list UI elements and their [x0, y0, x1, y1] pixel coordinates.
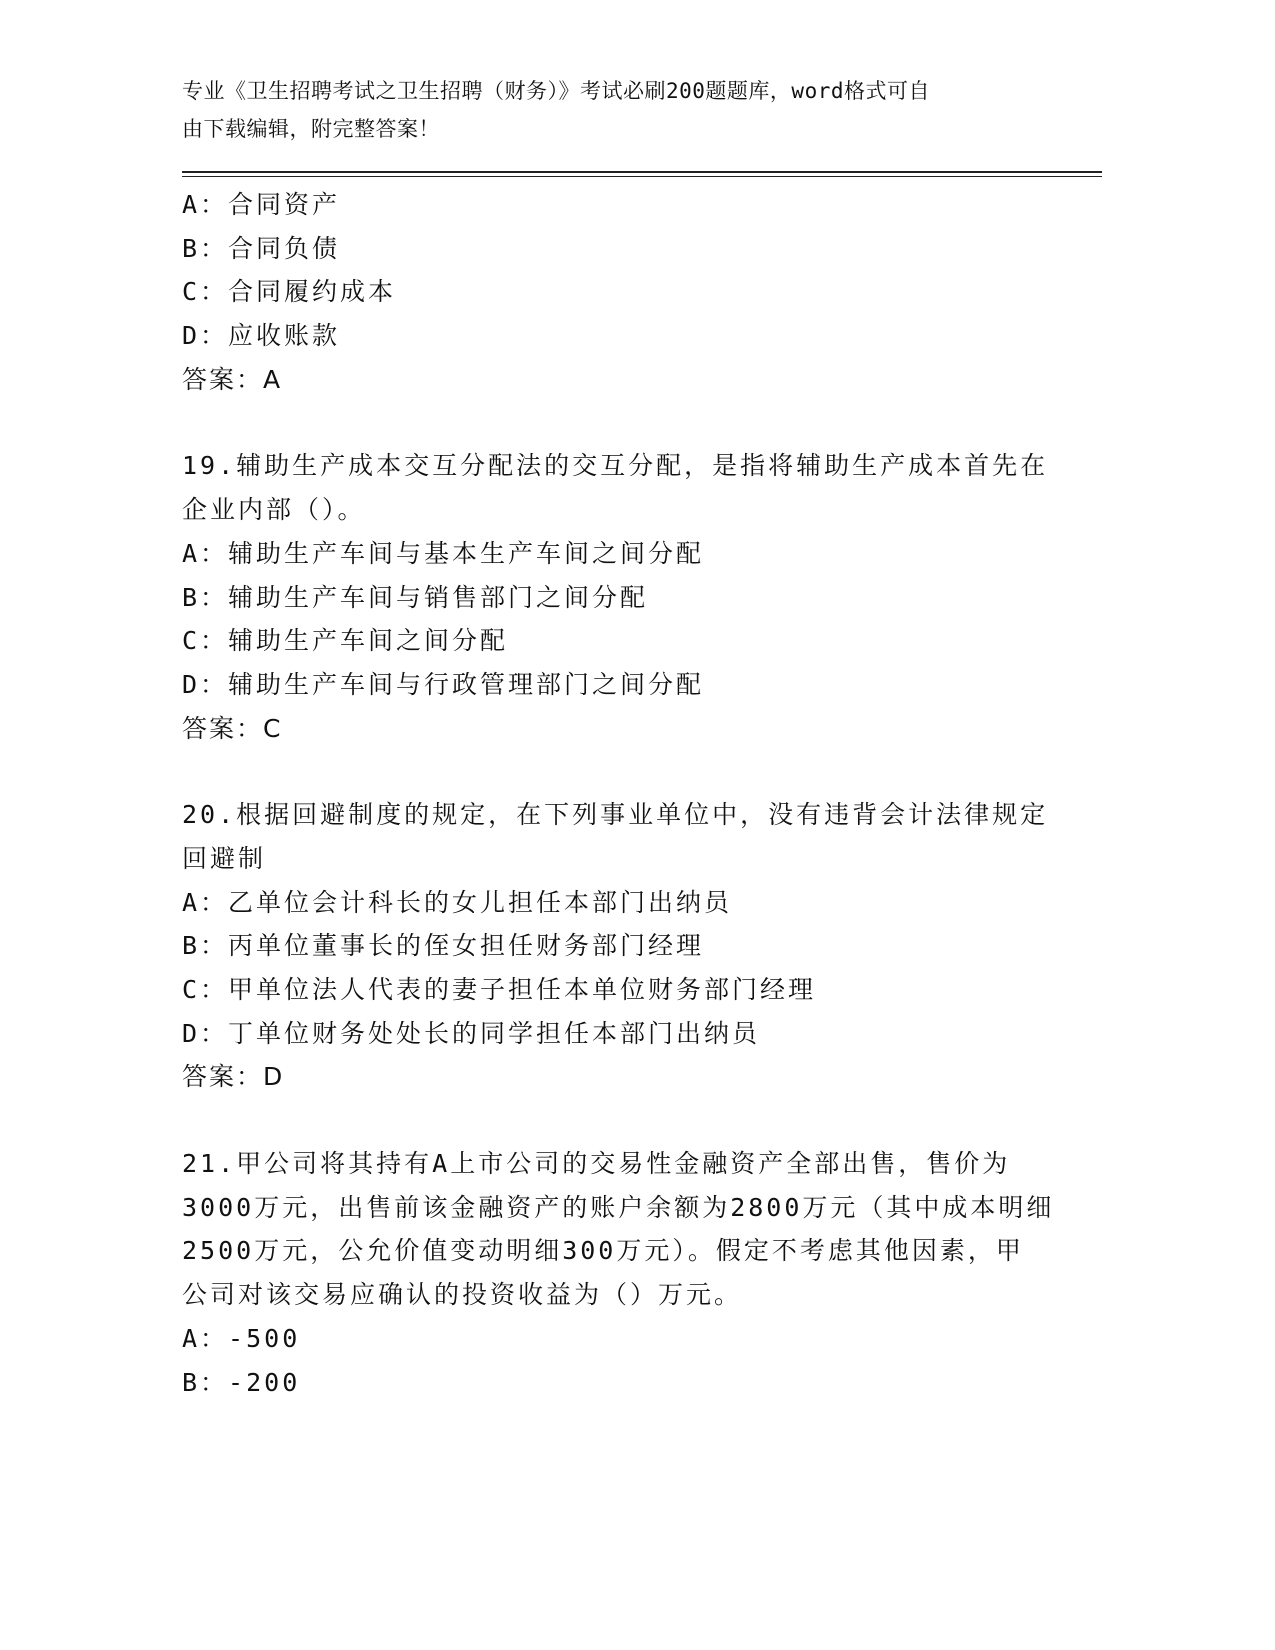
- option-b: B：-200: [182, 1367, 301, 1397]
- option-a: A：合同资产: [182, 190, 341, 219]
- question-stem: 2500万元，公允价值变动明细300万元）。假定不考虑其他因素，甲: [182, 1236, 1024, 1266]
- spacer: [182, 1099, 1082, 1142]
- question-stem: 19.辅助生产成本交互分配法的交互分配，是指将辅助生产成本首先在: [182, 451, 1049, 481]
- answer: 答案：A: [182, 364, 283, 394]
- option-c: C：合同履约成本: [182, 277, 397, 307]
- question-18: [182, 183, 1082, 401]
- option-d: D：辅助生产车间与行政管理部门之间分配: [182, 669, 705, 699]
- spacer: [182, 401, 1082, 444]
- question-20: [182, 793, 1082, 1099]
- option-b: B：合同负债: [182, 233, 341, 263]
- question-stem: 21.甲公司将其持有A上市公司的交易性金融资产全部出售，售价为: [182, 1149, 1011, 1179]
- question-stem: 20.根据回避制度的规定，在下列事业单位中，没有违背会计法律规定: [182, 800, 1049, 830]
- question-21: [182, 1142, 1082, 1404]
- answer: 答案：D: [182, 1062, 285, 1092]
- question-stem: 企业内部（）。: [182, 495, 366, 525]
- question-19: [182, 444, 1082, 750]
- document-header: [182, 72, 1052, 148]
- answer: 答案：C: [182, 713, 283, 743]
- header-divider-thin: [182, 176, 1102, 177]
- option-a: A：乙单位会计科长的女儿担任本部门出纳员: [182, 887, 733, 917]
- question-stem: 公司对该交易应确认的投资收益为（）万元。: [182, 1280, 743, 1310]
- option-c: C：辅助生产车间之间分配: [182, 626, 509, 656]
- header-divider: [182, 171, 1102, 173]
- header-line-2: 由下载编辑，附完整答案！: [182, 117, 440, 141]
- question-stem: 回避制: [182, 843, 267, 873]
- question-list: [182, 183, 1082, 1404]
- option-a: A：辅助生产车间与基本生产车间之间分配: [182, 538, 705, 568]
- question-stem: 3000万元，出售前该金融资产的账户余额为2800万元（其中成本明细: [182, 1192, 1055, 1222]
- option-d: D：应收账款: [182, 321, 341, 351]
- option-d: D：丁单位财务处处长的同学担任本部门出纳员: [182, 1018, 761, 1048]
- option-c: C：甲单位法人代表的妻子担任本单位财务部门经理: [182, 975, 817, 1004]
- header-line-1: 专业《卫生招聘考试之卫生招聘（财务）》考试必刷200题题库，word格式可自: [182, 79, 930, 103]
- spacer: [182, 750, 1082, 793]
- option-a: A：-500: [182, 1323, 301, 1353]
- option-b: B：辅助生产车间与销售部门之间分配: [182, 582, 649, 612]
- option-b: B：丙单位董事长的侄女担任财务部门经理: [182, 931, 705, 961]
